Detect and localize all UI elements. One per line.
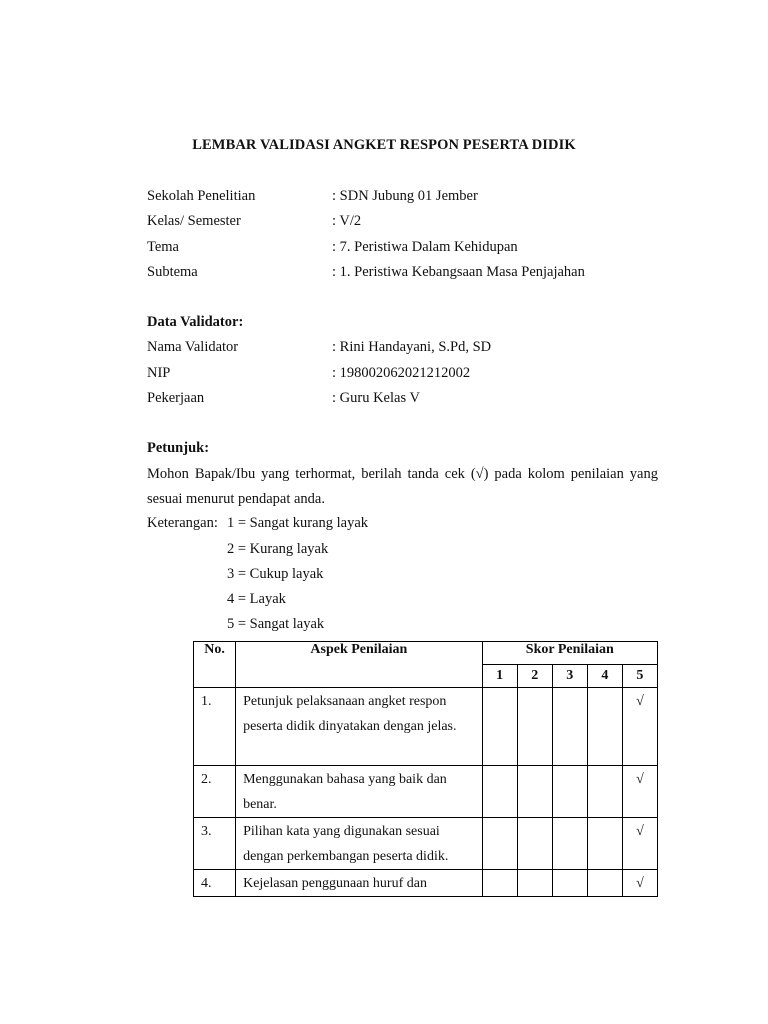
row-number: 3. xyxy=(194,818,236,870)
keterangan-item: 2 = Kurang layak xyxy=(227,541,329,557)
table-row xyxy=(194,870,658,897)
score-cell[interactable] xyxy=(517,688,552,766)
keterangan-label: Keterangan: xyxy=(147,515,218,531)
row-number: 2. xyxy=(194,766,236,818)
score-cell[interactable] xyxy=(587,766,622,818)
row-aspek: Petunjuk pelaksanaan angket respon peserta didik dinyatakan dengan jelas. xyxy=(236,688,483,766)
info-label: Kelas/ Semester xyxy=(147,213,241,229)
score-column-4: 4 xyxy=(587,665,622,688)
validator-value: : Guru Kelas V xyxy=(332,390,420,406)
info-label: Subtema xyxy=(147,264,198,280)
keterangan-item: 4 = Layak xyxy=(227,591,286,607)
table-header-row xyxy=(194,642,658,665)
score-cell[interactable] xyxy=(552,818,587,870)
score-cell[interactable] xyxy=(482,818,517,870)
score-cell[interactable]: √ xyxy=(622,870,657,897)
info-row-sekolah xyxy=(147,185,667,207)
validator-value: : Rini Handayani, S.Pd, SD xyxy=(332,339,492,355)
validator-heading: Data Validator: xyxy=(147,314,244,330)
score-column-2: 2 xyxy=(517,665,552,688)
validator-row-nip xyxy=(147,362,667,384)
score-cell[interactable] xyxy=(552,766,587,818)
score-column-3: 3 xyxy=(552,665,587,688)
validator-row-nama xyxy=(147,336,667,358)
score-cell[interactable] xyxy=(587,870,622,897)
table-row xyxy=(194,818,658,870)
score-cell[interactable] xyxy=(482,688,517,766)
table-row xyxy=(194,766,658,818)
score-cell[interactable] xyxy=(587,818,622,870)
info-value: : 7. Peristiwa Dalam Kehidupan xyxy=(332,239,518,255)
score-cell[interactable] xyxy=(552,688,587,766)
table-row xyxy=(194,688,658,766)
info-value: : SDN Jubung 01 Jember xyxy=(332,188,478,204)
score-cell[interactable] xyxy=(482,766,517,818)
header-aspek: Aspek Penilaian xyxy=(236,642,483,688)
petunjuk-text: Mohon Bapak/Ibu yang terhormat, berilah tanda cek (√) pada kolom penilaian yang sesuai menurut pendapat anda. xyxy=(147,466,658,507)
score-cell[interactable] xyxy=(517,766,552,818)
score-cell[interactable] xyxy=(482,870,517,897)
score-cell[interactable] xyxy=(517,870,552,897)
validator-label: NIP xyxy=(147,365,171,381)
row-aspek: Menggunakan bahasa yang baik dan benar. xyxy=(236,766,483,818)
header-no: No. xyxy=(194,642,236,688)
score-cell[interactable]: √ xyxy=(622,818,657,870)
info-row-kelas xyxy=(147,210,667,232)
info-label: Sekolah Penelitian xyxy=(147,188,256,204)
keterangan-item: 3 = Cukup layak xyxy=(227,566,324,582)
row-number: 1. xyxy=(194,688,236,766)
document-title: LEMBAR VALIDASI ANGKET RESPON PESERTA DIDIK xyxy=(192,137,576,153)
score-column-1: 1 xyxy=(482,665,517,688)
info-value: : V/2 xyxy=(332,213,362,229)
petunjuk-heading: Petunjuk: xyxy=(147,440,210,456)
score-cell[interactable]: √ xyxy=(622,688,657,766)
header-skor: Skor Penilaian xyxy=(482,642,657,665)
assessment-table xyxy=(193,641,658,897)
score-cell[interactable] xyxy=(552,870,587,897)
keterangan-item: 5 = Sangat layak xyxy=(227,616,325,632)
validator-value: : 198002062021212002 xyxy=(332,365,471,381)
validator-row-pekerjaan xyxy=(147,387,667,409)
score-column-5: 5 xyxy=(622,665,657,688)
row-aspek: Kejelasan penggunaan huruf dan xyxy=(236,870,483,897)
keterangan-item: 1 = Sangat kurang layak xyxy=(227,515,369,531)
score-cell[interactable]: √ xyxy=(622,766,657,818)
validator-label: Pekerjaan xyxy=(147,390,205,406)
info-row-subtema xyxy=(147,261,667,283)
validator-label: Nama Validator xyxy=(147,339,239,355)
info-row-tema xyxy=(147,236,667,258)
score-cell[interactable] xyxy=(587,688,622,766)
row-number: 4. xyxy=(194,870,236,897)
info-value: : 1. Peristiwa Kebangsaan Masa Penjajahan xyxy=(332,264,585,280)
info-label: Tema xyxy=(147,239,179,255)
score-cell[interactable] xyxy=(517,818,552,870)
row-aspek: Pilihan kata yang digunakan sesuai dengan perkembangan peserta didik. xyxy=(236,818,483,870)
